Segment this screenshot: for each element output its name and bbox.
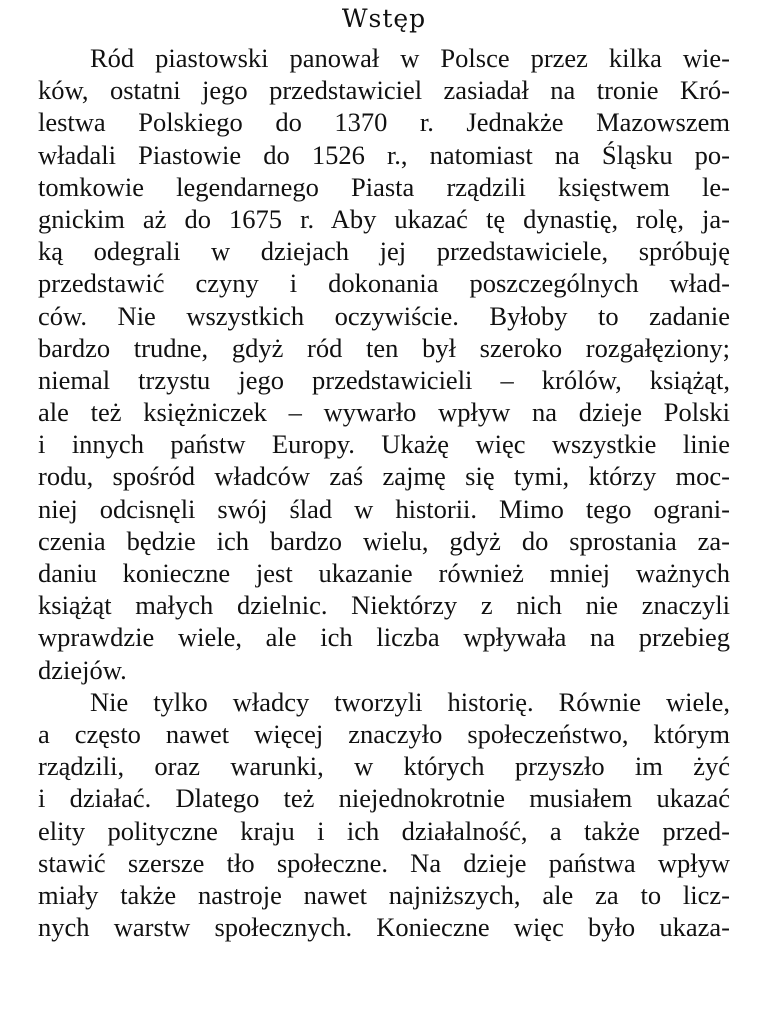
text-line: rodu, spośród władców zaś zajmę się tymi, którzy moc-	[38, 461, 730, 492]
text-line: tomkowie legendarnego Piasta rządzili księstwem le-	[38, 171, 730, 202]
text-line: ców. Nie wszystkich oczywiście. Byłoby to zadanie	[38, 300, 730, 331]
text-line: nych warstw społecznych. Konieczne więc było ukaza-	[38, 912, 730, 943]
text-line: władali Piastowie do 1526 r., natomiast na Śląsku po-	[38, 139, 730, 170]
page-title: Wstęp	[341, 4, 427, 33]
text-line: Nie tylko władcy tworzyli historię. Równie wiele,	[90, 686, 730, 717]
text-line: rządzili, oraz warunki, w których przyszło im żyć	[38, 751, 730, 782]
text-line: i innych państw Europy. Ukażę więc wszystkie linie	[38, 429, 730, 460]
document-page	[38, 0, 730, 943]
text-line: gnickim aż do 1675 r. Aby ukazać tę dynastię, rolę, ja-	[38, 203, 730, 234]
text-line: czenia będzie ich bardzo wielu, gdyż do sprostania za-	[38, 525, 730, 556]
text-line: daniu konieczne jest ukazanie również mniej ważnych	[38, 558, 730, 588]
text-line: lestwa Polskiego do 1370 r. Jednakże Mazowszem	[38, 107, 730, 138]
text-line: bardzo trudne, gdyż ród ten był szeroko rozgałęziony;	[38, 332, 730, 363]
text-line: przedstawić czyny i dokonania poszczególnych wład-	[38, 268, 730, 299]
text-line: ków, ostatni jego przedstawiciel zasiadał na tronie Kró-	[38, 75, 730, 106]
text-line: ale też księżniczek – wywarło wpływ na dzieje Polski	[38, 397, 730, 428]
text-line: stawić szersze tło społeczne. Na dzieje państwa wpływ	[38, 847, 730, 878]
text-line: a często nawet więcej znaczyło społeczeństwo, którym	[38, 718, 730, 749]
text-line: miały także nastroje nawet najniższych, ale za to licz-	[38, 879, 730, 910]
text-line: niej odcisnęli swój ślad w historii. Mimo tego ograni-	[38, 493, 730, 524]
text-line: i działać. Dlatego też niejednokrotnie musiałem ukazać	[38, 783, 730, 814]
text-line: Ród piastowski panował w Polsce przez kilka wie-	[90, 43, 730, 73]
text-line: elity polityczne kraju i ich działalność, a także przed-	[38, 815, 730, 846]
text-line: wprawdzie wiele, ale ich liczba wpływała na przebieg	[38, 622, 730, 653]
text-line: ką odegrali w dziejach jej przedstawiciele, spróbuję	[38, 236, 730, 267]
text-line: dziejów.	[38, 654, 127, 685]
text-line: książąt małych dzielnic. Niektórzy z nich nie znaczyli	[38, 590, 730, 621]
paragraph-1	[38, 42, 730, 686]
paragraph-2	[38, 686, 730, 944]
text-line: niemal trzystu jego przedstawicieli – królów, książąt,	[38, 364, 730, 395]
